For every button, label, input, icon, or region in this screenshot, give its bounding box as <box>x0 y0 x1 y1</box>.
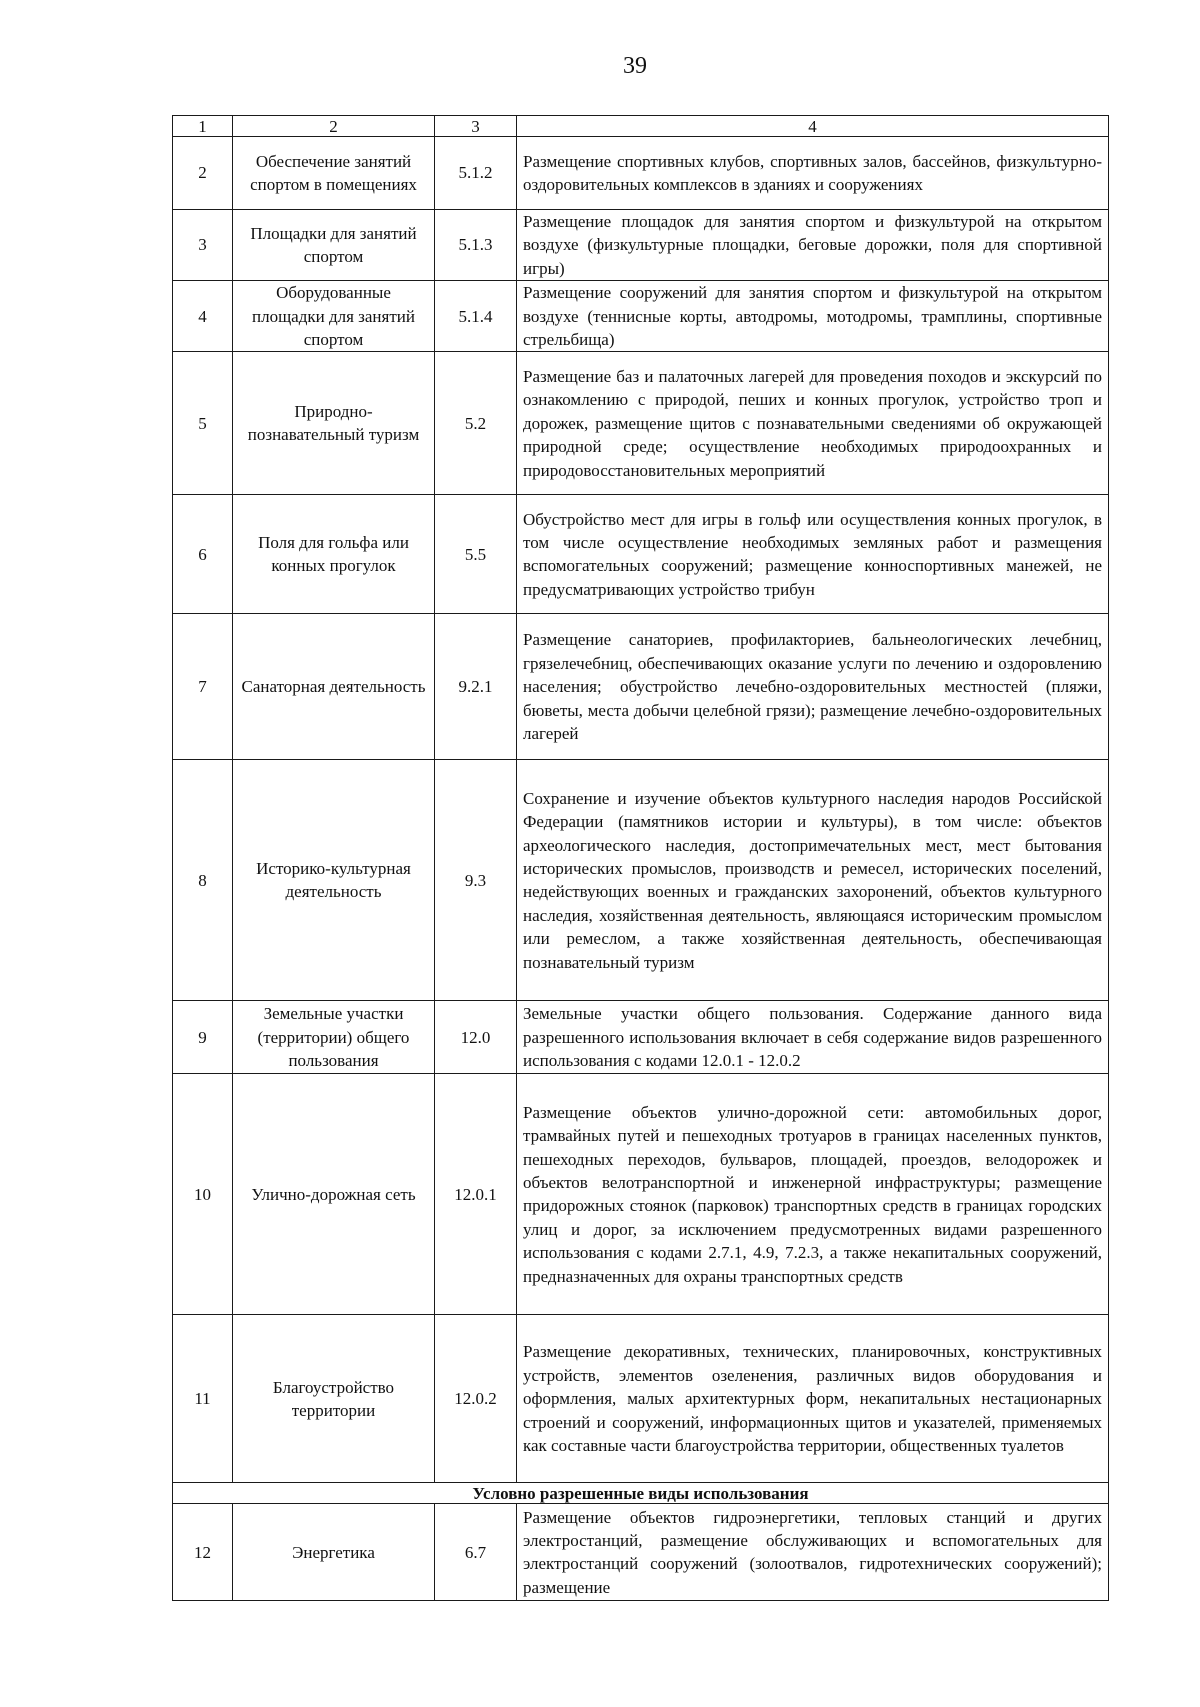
use-type-description: Размещение санаториев, профилакториев, бальнеологических лечебниц, грязелечебниц, обеспечивающих оказание услуги по лечению и оздоровлению населения; обустройство лечебно-оздоровительных местностей (пляжи, бюветы, места добычи целебной грязи); размещение лечебно-оздоровительных лагерей <box>517 614 1109 760</box>
use-type-code: 12.0 <box>435 1001 517 1074</box>
table-row <box>173 137 1109 210</box>
row-number: 8 <box>173 760 233 1001</box>
use-type-description: Обустройство мест для игры в гольф или осуществления конных прогулок, в том числе осуществление необходимых земляных работ и размещения вспомогательных сооружений; размещение конноспортивных манежей, не предусматривающих устройство трибун <box>517 495 1109 614</box>
column-header: 2 <box>233 116 435 137</box>
use-type-description: Размещение декоративных, технических, планировочных, конструктивных устройств, элементов озеленения, различных видов оборудования и оформления, малых архитектурных форм, некапитальных нестационарных строений и сооружений, информационных щитов и указателей, применяемых как составные части благоустройства территории, общественных туалетов <box>517 1315 1109 1483</box>
use-type-code: 9.3 <box>435 760 517 1001</box>
table-row <box>173 614 1109 760</box>
use-type-code: 5.2 <box>435 352 517 495</box>
column-header: 1 <box>173 116 233 137</box>
table-row <box>173 1074 1109 1315</box>
table-row <box>173 352 1109 495</box>
use-type-name: Обеспечение занятий спортом в помещениях <box>233 137 435 210</box>
land-use-table <box>172 115 1109 1601</box>
use-type-name: Историко-культурная деятельность <box>233 760 435 1001</box>
row-number: 5 <box>173 352 233 495</box>
use-type-name: Площадки для занятий спортом <box>233 210 435 281</box>
row-number: 3 <box>173 210 233 281</box>
use-type-code: 12.0.2 <box>435 1315 517 1483</box>
row-number: 9 <box>173 1001 233 1074</box>
use-type-code: 6.7 <box>435 1504 517 1601</box>
row-number: 7 <box>173 614 233 760</box>
table-row <box>173 1001 1109 1074</box>
table-row <box>173 760 1109 1001</box>
table-row <box>173 1504 1109 1601</box>
use-type-name: Энергетика <box>233 1504 435 1601</box>
row-number: 6 <box>173 495 233 614</box>
use-type-code: 9.2.1 <box>435 614 517 760</box>
use-type-name: Санаторная деятельность <box>233 614 435 760</box>
use-type-description: Размещение баз и палаточных лагерей для проведения походов и экскурсий по ознакомлению с природой, пеших и конных прогулок, устройство троп и дорожек, размещение щитов с познавательными сведениями об окружающей природной среде; осуществление необходимых природоохранных и природовосстановительных мероприятий <box>517 352 1109 495</box>
column-header: 4 <box>517 116 1109 137</box>
row-number: 4 <box>173 281 233 352</box>
use-type-description: Размещение сооружений для занятия спортом и физкультурой на открытом воздухе (теннисные корты, автодромы, мотодромы, трамплины, спортивные стрельбища) <box>517 281 1109 352</box>
use-type-description: Размещение спортивных клубов, спортивных залов, бассейнов, физкультурно-оздоровительных комплексов в зданиях и сооружениях <box>517 137 1109 210</box>
use-type-description: Земельные участки общего пользования. Содержание данного вида разрешенного использования включает в себя содержание видов разрешенного использования с кодами 12.0.1 - 12.0.2 <box>517 1001 1109 1074</box>
column-header: 3 <box>435 116 517 137</box>
use-type-name: Поля для гольфа или конных прогулок <box>233 495 435 614</box>
table-row <box>173 495 1109 614</box>
row-number: 10 <box>173 1074 233 1315</box>
table-row <box>173 1315 1109 1483</box>
use-type-name: Благоустройство территории <box>233 1315 435 1483</box>
use-type-code: 5.5 <box>435 495 517 614</box>
use-type-description: Размещение объектов гидроэнергетики, тепловых станций и других электростанций, размещение обслуживающих и вспомогательных для электростанций сооружений (золоотвалов, гидротехнических сооружений); размещение <box>517 1504 1109 1601</box>
use-type-code: 5.1.3 <box>435 210 517 281</box>
use-type-name: Оборудованные площадки для занятий спортом <box>233 281 435 352</box>
use-type-code: 12.0.1 <box>435 1074 517 1315</box>
row-number: 2 <box>173 137 233 210</box>
use-type-name: Улично-дорожная сеть <box>233 1074 435 1315</box>
section-header-row <box>173 1483 1109 1504</box>
use-type-name: Природно-познавательный туризм <box>233 352 435 495</box>
table-row <box>173 210 1109 281</box>
use-type-code: 5.1.4 <box>435 281 517 352</box>
use-type-code: 5.1.2 <box>435 137 517 210</box>
section-title: Условно разрешенные виды использования <box>173 1483 1109 1504</box>
table-row <box>173 281 1109 352</box>
use-type-description: Сохранение и изучение объектов культурного наследия народов Российской Федерации (памятников истории и культуры), в том числе: объектов археологического наследия, достопримечательных мест, мест бытования исторических промыслов, производств и ремесел, исторических поселений, недействующих военных и гражданских захоронений, объектов культурного наследия, хозяйственная деятельность, являющаяся историческим промыслом или ремеслом, а также хозяйственная деятельность, обеспечивающая познавательный туризм <box>517 760 1109 1001</box>
use-type-description: Размещение площадок для занятия спортом и физкультурой на открытом воздухе (физкультурные площадки, беговые дорожки, поля для спортивной игры) <box>517 210 1109 281</box>
row-number: 11 <box>173 1315 233 1483</box>
use-type-name: Земельные участки (территории) общего пользования <box>233 1001 435 1074</box>
use-type-description: Размещение объектов улично-дорожной сети: автомобильных дорог, трамвайных путей и пешеходных тротуаров в границах населенных пунктов, пешеходных переходов, бульваров, площадей, проездов, велодорожек и объектов велотранспортной и инженерной инфраструктуры; размещение придорожных стоянок (парковок) транспортных средств в границах городских улиц и дорог, за исключением предусмотренных видами разрешенного использования с кодами 2.7.1, 4.9, 7.2.3, а также некапитальных сооружений, предназначенных для охраны транспортных средств <box>517 1074 1109 1315</box>
table-header-row <box>173 116 1109 137</box>
page-number: 39 <box>623 53 647 79</box>
row-number: 12 <box>173 1504 233 1601</box>
